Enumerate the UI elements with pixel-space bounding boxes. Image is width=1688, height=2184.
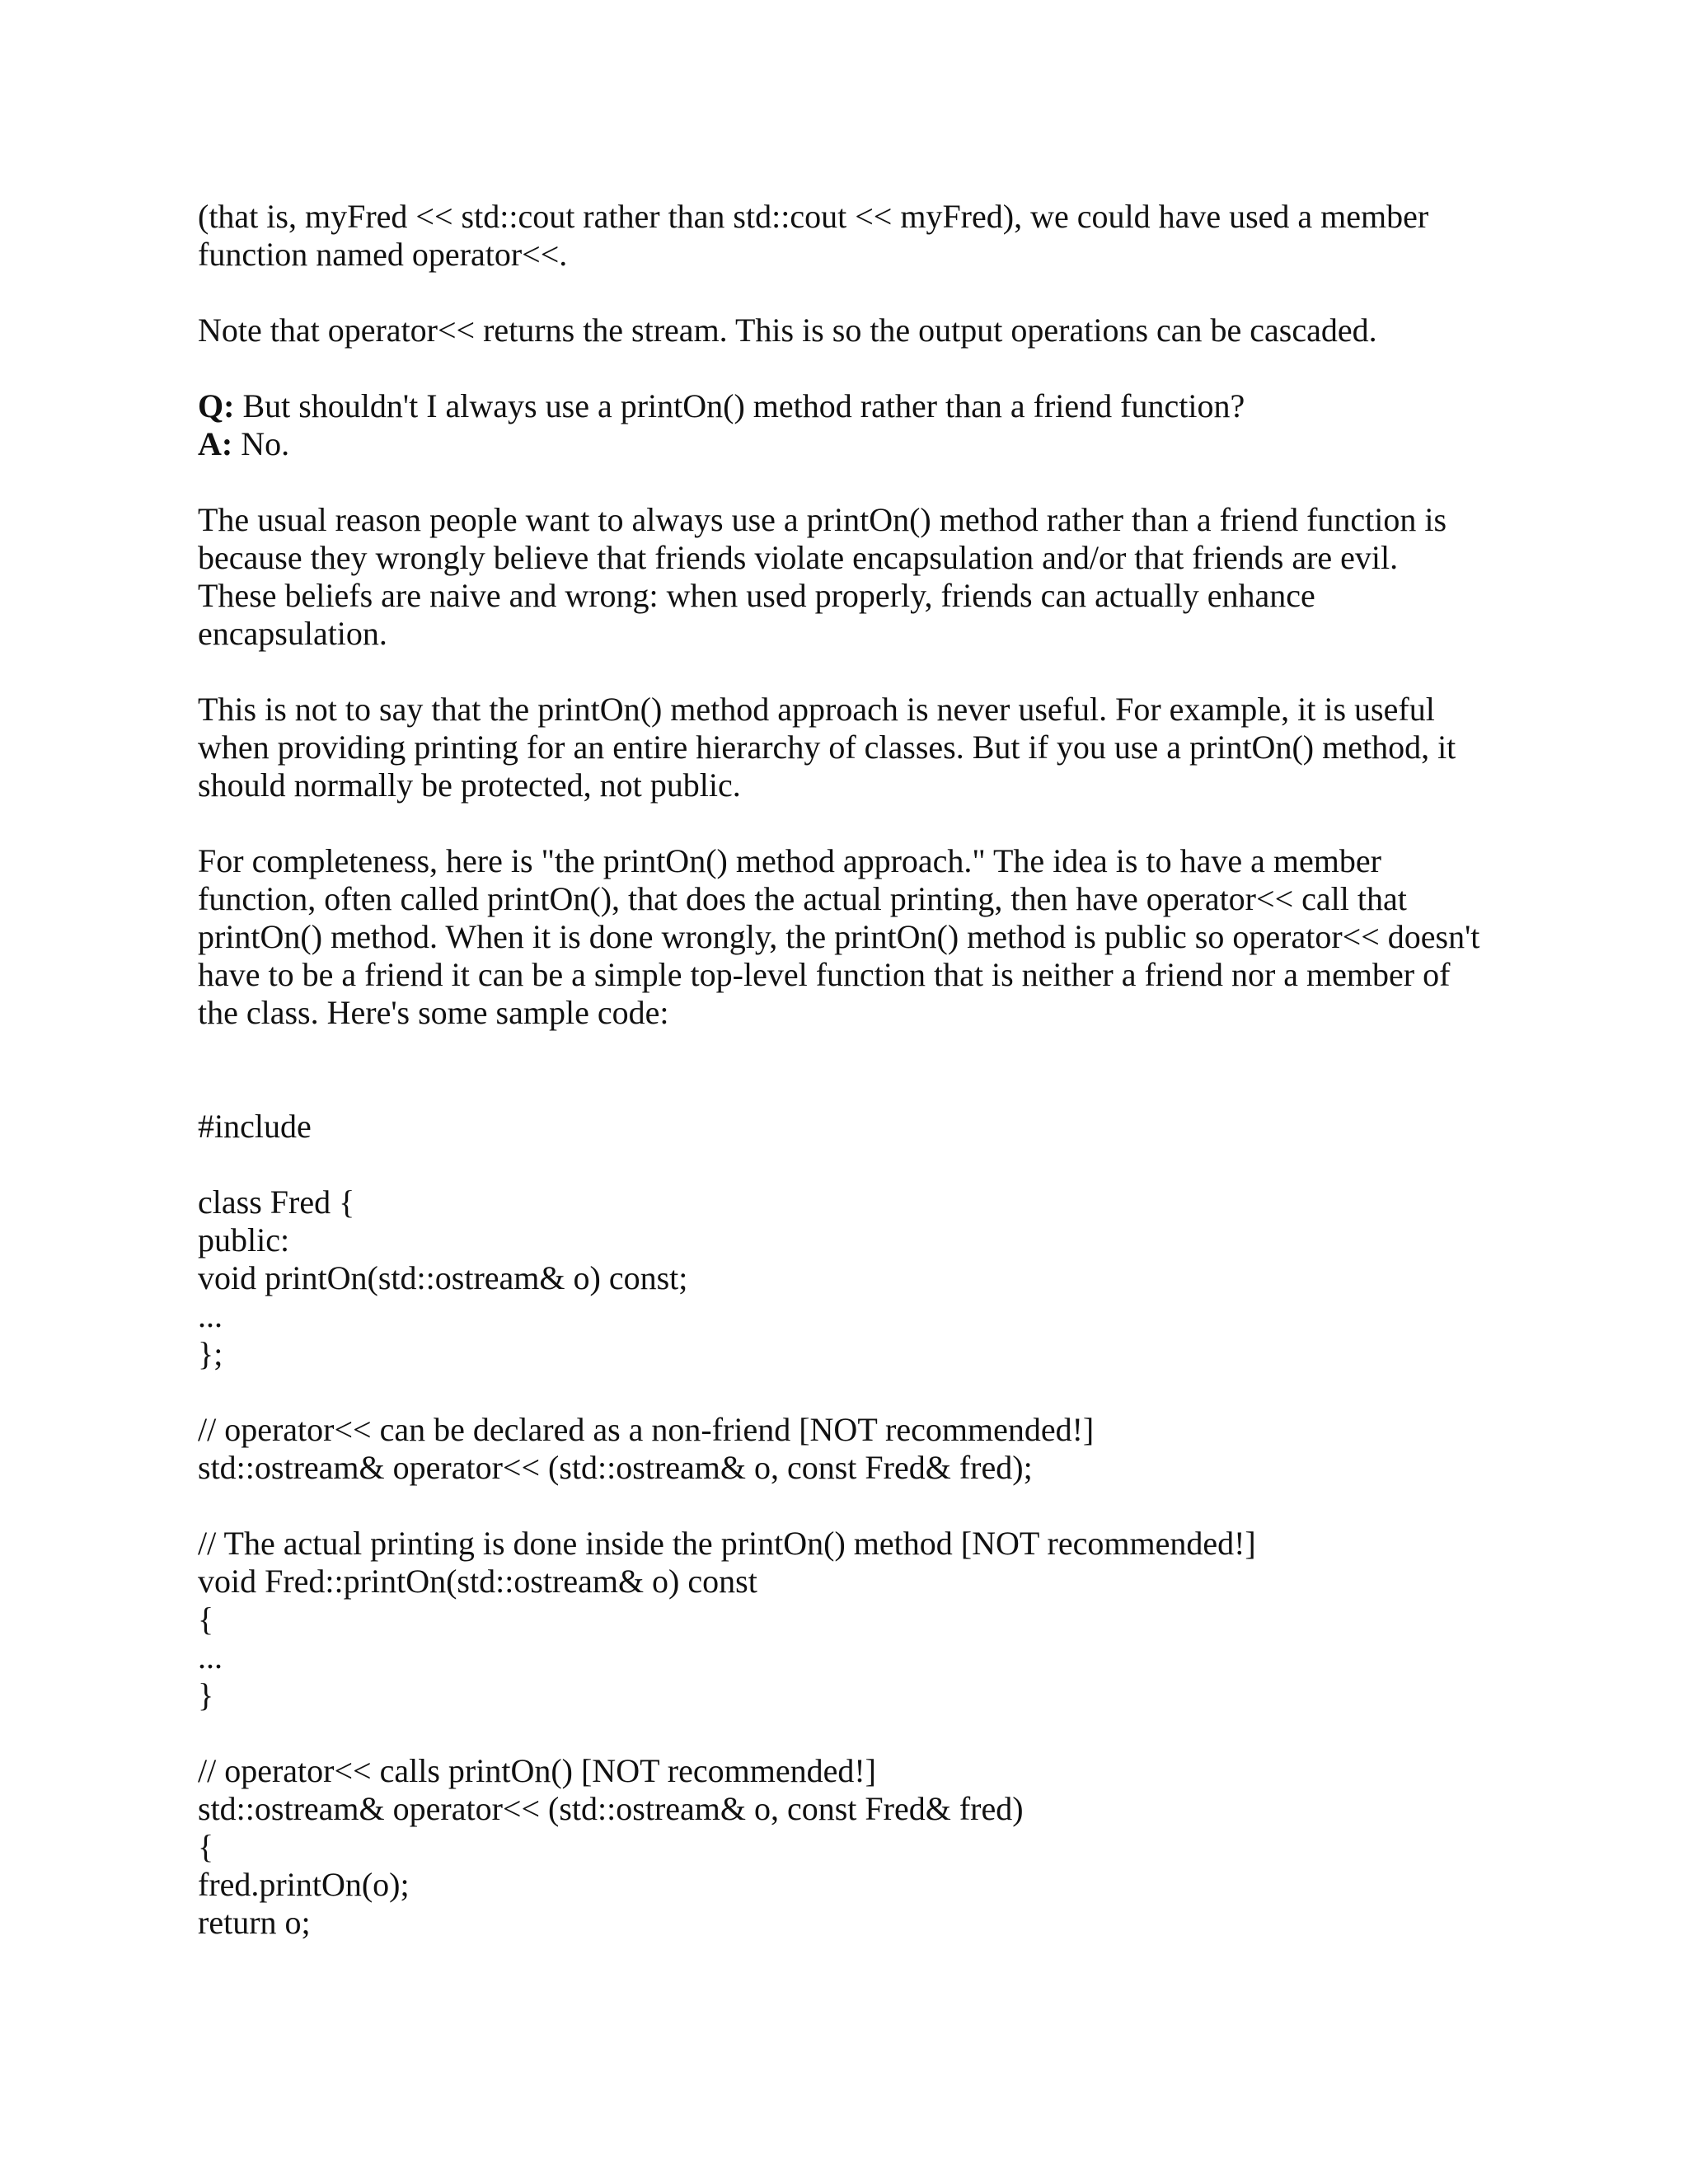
document-body xyxy=(198,198,1517,1942)
code-line: { xyxy=(198,1601,214,1638)
text-line: For completeness, here is "the printOn() method approach." The idea is to have a member xyxy=(198,842,1381,879)
code-line: ... xyxy=(198,1297,223,1334)
code-line: void Fred::printOn(std::ostream& o) const xyxy=(198,1563,757,1600)
question-text: But shouldn't I always use a printOn() method rather than a friend function? xyxy=(234,387,1245,424)
answer-label: A: xyxy=(198,425,233,462)
text-line: The usual reason people want to always use a printOn() method rather than a friend function is xyxy=(198,501,1447,538)
code-line xyxy=(198,1373,1517,1411)
code-line: fred.printOn(o); xyxy=(198,1866,410,1903)
code-line: std::ostream& operator<< (std::ostream& o, const Fred& fred); xyxy=(198,1449,1033,1486)
question-label: Q: xyxy=(198,387,235,424)
code-line: ... xyxy=(198,1638,223,1675)
text-line: should normally be protected, not public. xyxy=(198,766,741,804)
code-line: std::ostream& operator<< (std::ostream& o, const Fred& fred) xyxy=(198,1790,1024,1827)
code-line: void printOn(std::ostream& o) const; xyxy=(198,1259,688,1296)
question-line xyxy=(198,387,1517,425)
qa-block xyxy=(198,387,1517,463)
text-line: These beliefs are naive and wrong: when used properly, friends can actually enhance xyxy=(198,577,1315,614)
text-line: Note that operator<< returns the stream. This is so the output operations can be cascaded. xyxy=(198,312,1377,349)
code-line: #include xyxy=(198,1108,312,1145)
answer-text: No. xyxy=(232,425,290,462)
useful-paragraph xyxy=(198,691,1517,804)
code-line xyxy=(198,1714,1517,1752)
code-line: public: xyxy=(198,1221,290,1258)
code-line: // The actual printing is done inside the printOn() method [NOT recommended!] xyxy=(198,1525,1256,1562)
code-line xyxy=(198,1487,1517,1525)
text-line: function named operator<<. xyxy=(198,236,568,273)
reason-paragraph xyxy=(198,501,1517,653)
code-line: }; xyxy=(198,1335,223,1372)
intro-paragraph xyxy=(198,198,1517,274)
text-line: printOn() method. When it is done wrongly, the printOn() method is public so operator<< doesn't xyxy=(198,918,1480,955)
text-line: (that is, myFred << std::cout rather than std::cout << myFred), we could have used a member xyxy=(198,198,1429,235)
code-line: } xyxy=(198,1676,214,1713)
code-line: return o; xyxy=(198,1904,311,1941)
text-line: function, often called printOn(), that does the actual printing, then have operator<< call that xyxy=(198,880,1407,917)
text-line: have to be a friend it can be a simple top-level function that is neither a friend nor a member of xyxy=(198,956,1451,993)
code-line: // operator<< calls printOn() [NOT recommended!] xyxy=(198,1752,876,1789)
text-line: when providing printing for an entire hierarchy of classes. But if you use a printOn() method, it xyxy=(198,729,1456,766)
code-line: { xyxy=(198,1828,214,1865)
text-line: encapsulation. xyxy=(198,615,387,652)
code-line: class Fred { xyxy=(198,1183,355,1221)
note-paragraph xyxy=(198,312,1517,349)
text-line: the class. Here's some sample code: xyxy=(198,994,669,1031)
code-sample xyxy=(198,1108,1517,1942)
completeness-paragraph xyxy=(198,842,1517,1032)
text-line: because they wrongly believe that friends violate encapsulation and/or that friends are evil. xyxy=(198,539,1399,576)
code-line xyxy=(198,1146,1517,1183)
answer-line xyxy=(198,425,1517,463)
code-line: // operator<< can be declared as a non-friend [NOT recommended!] xyxy=(198,1411,1095,1448)
text-line: This is not to say that the printOn() method approach is never useful. For example, it is useful xyxy=(198,691,1435,728)
